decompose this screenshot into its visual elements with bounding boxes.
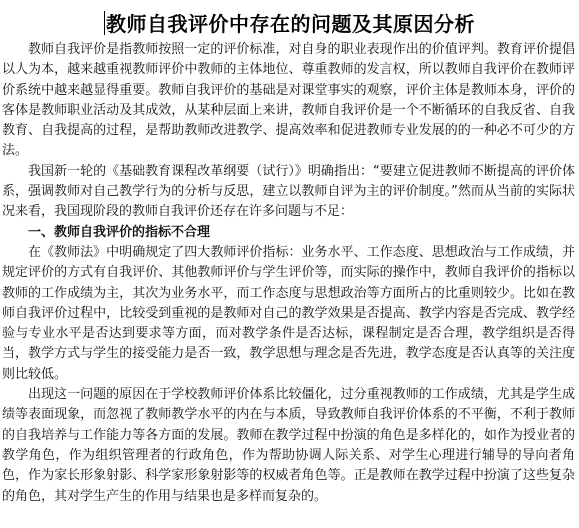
text-cursor (104, 11, 105, 35)
title-row (0, 8, 579, 38)
section-heading: 一、教师自我评价的指标不合理 (28, 224, 211, 240)
document-body (2, 40, 575, 507)
paragraph-policy: 我国新一轮的《基础教育课程改革纲要（试行）》明确指出：“要建立促进教师不断提高的评价体系，强调教师对自己教学行为的分析与反思，建立以教师自评为主的评价制度。”然而从当前的实际状况来看，我国现阶段的教师自我评价还存在许多问题与不足： (2, 163, 575, 220)
paragraph-causes: 出现这一问题的原因在于学校教师评价体系比较僵化，过分重视教师的工作成绩，尤其是学生成绩等表面现象，而忽视了教师教学水平的内在与本质，导致教师自我评价体系的不平衡，不利于教师的自我培养与工作能力等各方面的发展。教师在教学过程中扮演的角色是多样化的，如作为授业者的教学角色，作为组织管理者的行政角色，作为帮助协调人际关系、对学生心理进行辅导的导向者角色，作为家长形象射影、科学家形象射影等的权威者角色等。正是教师在教学过程中扮演了这些复杂的角色，其对学生产生的作用与结果也是多样而复杂的。 (2, 387, 575, 504)
paragraph-intro: 教师自我评价是指教师按照一定的评价标准，对自身的职业表现作出的价值评判。教育评价提倡以人为本，越来越重视教师评价中教师的主体地位、尊重教师的发言权，所以教师自我评价在教师评价系统中越来越显得重要。教师自我评价的基础是对课堂事实的观察，评价主体是教师本身，评价的客体是教师职业活动及其成效，从某种层面上来讲，教师自我评价是一个不断循环的自我反省、自我教育、自我提高的过程，是帮助教师改进教学、提高效率和促进教师专业发展的的一种必不可少的方法。 (2, 42, 575, 159)
document-title: 教师自我评价中存在的问题及其原因分析 (106, 12, 475, 36)
paragraph-indicators: 在《教师法》中明确规定了四大教师评价指标：业务水平、工作态度、思想政治与工作成绩，并规定评价的方式有自我评价、其他教师评价与学生评价等，而实际的操作中，教师自我评价的指标以教师的工作成绩为主，其次为业务水平，而工作态度与思想政治等方面所占的比重则较少。比如在教师自我评价过程中，比较受到重视的是教师对自己的教学效果是否提高、教学内容是否完成、教学经验与专业水平是否达到要求等方面，而对教学条件是否达标，课程制定是否合理，教学组织是否得当，教学方式与学生的接受能力是否一致，教学思想与理念是否先进，教学态度是否认真等的关注度则比较低。 (2, 244, 575, 382)
